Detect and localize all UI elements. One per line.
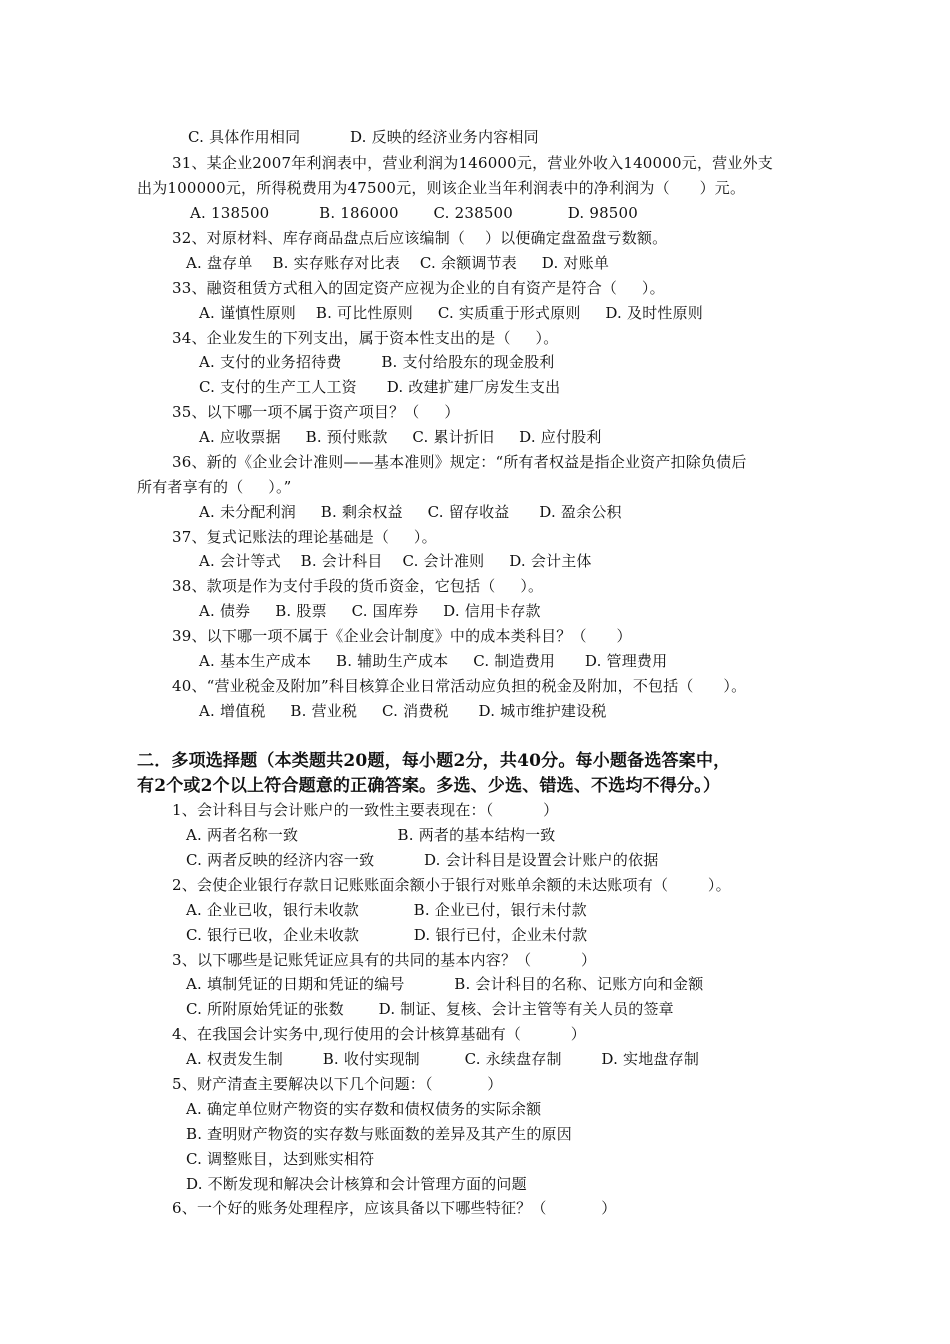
q31-stem-line1: 31、某企业2007年利润表中，营业利润为146000元，营业外收入140000元，营业外支 [172,154,773,172]
q37-stem: 37、复式记账法的理论基础是（ ）。 [172,528,437,546]
q36-stem-line2: 所有者享有的（ ）。” [137,478,292,496]
m5-stem: 5、财产清查主要解决以下几个问题：（ ） [172,1075,503,1093]
m5-option-c: C. 调整账目，达到账实相符 [186,1150,375,1168]
m3-options-cd: C. 所附原始凭证的张数 D. 制证、复核、会计主管等有关人员的签章 [186,1000,674,1018]
q38-stem: 38、款项是作为支付手段的货币资金，它包括（ ）。 [172,577,544,595]
m1-options-ab: A. 两者名称一致 B. 两者的基本结构一致 [186,826,556,844]
m3-options-ab: A. 填制凭证的日期和凭证的编号 B. 会计科目的名称、记账方向和金额 [186,975,704,993]
q37-options: A. 会计等式 B. 会计科目 C. 会计准则 D. 会计主体 [199,552,592,570]
q38-options: A. 债券 B. 股票 C. 国库券 D. 信用卡存款 [199,602,541,620]
q40-options: A. 增值税 B. 营业税 C. 消费税 D. 城市维护建设税 [199,702,607,720]
q33-stem: 33、融资租赁方式租入的固定资产应视为企业的自有资产是符合（ ）。 [172,279,665,297]
m3-stem: 3、以下哪些是记账凭证应具有的共同的基本内容？（ ） [172,951,597,969]
q39-options: A. 基本生产成本 B. 辅助生产成本 C. 制造费用 D. 管理费用 [199,652,668,670]
section-heading-line2: 有2个或2个以上符合题意的正确答案。多选、少选、错选、不选均不得分。） [137,776,721,796]
q40-stem: 40、“营业税金及附加”科目核算企业日常活动应负担的税金及附加，不包括（ ）。 [172,677,747,695]
q32-stem: 32、对原材料、库存商品盘点后应该编制（ ）以便确定盘盈盘亏数额。 [172,229,668,247]
q31-stem-line2: 出为100000元，所得税费用为47500元，则该企业当年利润表中的净利润为（ ）元。 [137,179,746,197]
m2-stem: 2、会使企业银行存款日记账账面余额小于银行对账单余额的未达账项有（ ）。 [172,876,731,894]
m5-option-a: A. 确定单位财产物资的实存数和债权债务的实际余额 [186,1100,542,1118]
q32-options: A. 盘存单 B. 实存账存对比表 C. 余额调节表 D. 对账单 [186,254,610,272]
q39-stem: 39、以下哪一项不属于《企业会计制度》中的成本类科目？（ ） [172,627,632,645]
m4-stem: 4、在我国会计实务中,现行使用的会计核算基础有（ ） [172,1025,586,1043]
q30-options-cd: C. 具体作用相同 D. 反映的经济业务内容相同 [188,128,539,146]
q35-stem: 35、以下哪一项不属于资产项目？（ ） [172,403,460,421]
m4-options: A. 权责发生制 B. 收付实现制 C. 永续盘存制 D. 实地盘存制 [186,1050,700,1068]
q31-options: A. 138500 B. 186000 C. 238500 D. 98500 [190,204,639,222]
m5-option-d: D. 不断发现和解决会计核算和会计管理方面的问题 [186,1175,527,1193]
section-heading-line1: 二．多项选择题（本类题共20题，每小题2分，共40分。每小题备选答案中， [137,751,731,771]
q35-options: A. 应收票据 B. 预付账款 C. 累计折旧 D. 应付股利 [199,428,602,446]
q34-stem: 34、企业发生的下列支出，属于资本性支出的是（ ）。 [172,329,559,347]
q33-options: A. 谨慎性原则 B. 可比性原则 C. 实质重于形式原则 D. 及时性原则 [199,304,703,322]
m1-options-cd: C. 两者反映的经济内容一致 D. 会计科目是设置会计账户的依据 [186,851,659,869]
q34-options-ab: A. 支付的业务招待费 B. 支付给股东的现金股利 [199,353,555,371]
m1-stem: 1、会计科目与会计账户的一致性主要表现在：（ ） [172,801,559,819]
m2-options-ab: A. 企业已收，银行未收款 B. 企业已付，银行未付款 [186,901,587,919]
m5-option-b: B. 查明财产物资的实存数与账面数的差异及其产生的原因 [186,1125,572,1143]
m6-stem: 6、一个好的账务处理程序，应该具备以下哪些特征？（ ） [172,1199,617,1217]
q34-options-cd: C. 支付的生产工人工资 D. 改建扩建厂房发生支出 [199,378,561,396]
q36-stem-line1: 36、新的《企业会计准则——基本准则》规定：“所有者权益是指企业资产扣除负债后 [172,453,747,471]
q36-options: A. 未分配利润 B. 剩余权益 C. 留存收益 D. 盈余公积 [199,503,622,521]
m2-options-cd: C. 银行已收，企业未收款 D. 银行已付，企业未付款 [186,926,588,944]
